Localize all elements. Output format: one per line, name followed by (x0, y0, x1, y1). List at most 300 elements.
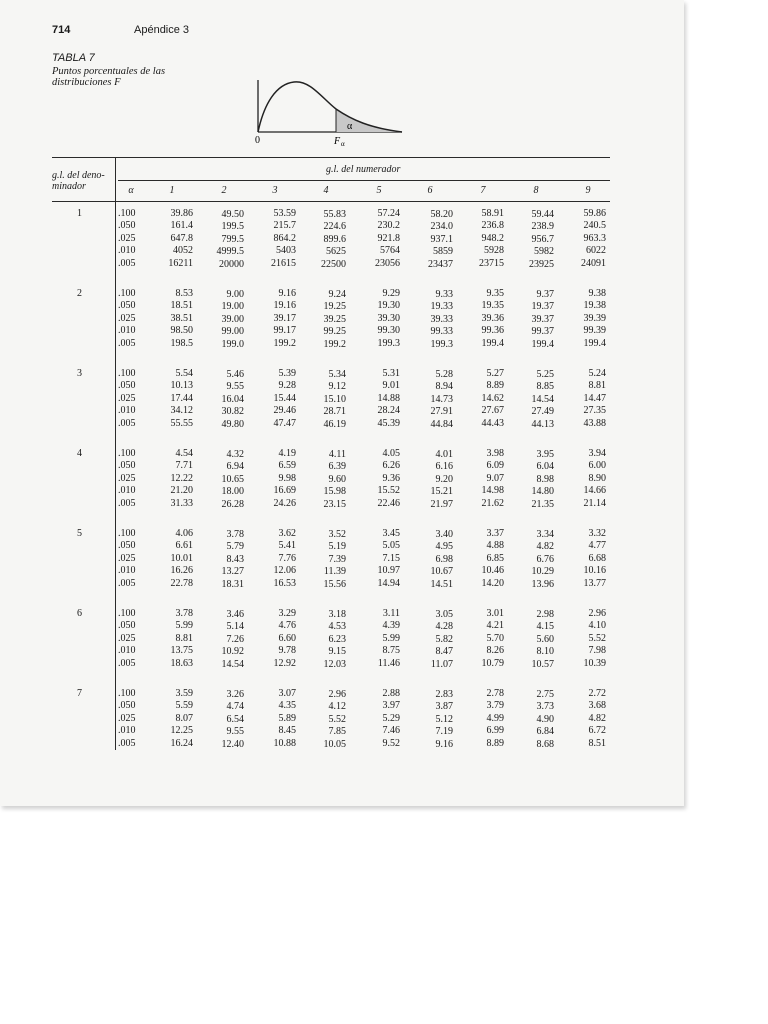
column-header: 4 (323, 185, 329, 196)
table-cell: 59.86 (583, 208, 606, 219)
alpha-value: .005 (118, 577, 136, 589)
alpha-value: .005 (118, 737, 136, 749)
table-cell: 3.87 (435, 701, 453, 713)
table-cell: 47.47 (273, 417, 296, 429)
table-cell: 5.89 (278, 712, 296, 724)
table-cell: 3.40 (435, 529, 453, 540)
table-cell: 22500 (321, 258, 346, 270)
table-cell: 3.18 (328, 609, 346, 620)
table-cell: 13.27 (221, 566, 244, 578)
table-header-rule (52, 201, 610, 202)
table-cell: 8.90 (588, 472, 606, 484)
table-cell: 8.43 (226, 553, 244, 565)
table-cell: 6.61 (175, 540, 193, 552)
table-cell: 11.46 (377, 657, 400, 669)
table-cell: 98.50 (170, 325, 193, 337)
table-cell: 7.71 (175, 460, 193, 472)
table-cell: 24.26 (273, 497, 296, 509)
table-cell: 2.96 (588, 608, 606, 619)
table-cell: 6.85 (486, 552, 504, 564)
alpha-value: .100 (118, 448, 136, 459)
table-cell: 899.6 (323, 233, 346, 245)
table-cell: 2.75 (536, 689, 554, 700)
table-cell: 4.12 (328, 701, 346, 713)
table-cell: 9.98 (278, 472, 296, 484)
table-cell: 14.54 (221, 658, 244, 670)
table-cell: 22.78 (170, 577, 193, 589)
alpha-value: .050 (118, 300, 136, 312)
density-curve (258, 82, 402, 132)
table-cell: 6022 (586, 245, 606, 257)
denominator-label: g.l. del deno-minador (52, 170, 105, 192)
numerator-rule (118, 180, 610, 181)
table-cell: 10.92 (221, 646, 244, 658)
table-cell: 21.20 (170, 485, 193, 497)
table-cell: 6.00 (588, 460, 606, 472)
table-cell: 13.75 (170, 645, 193, 657)
table-cell: 9.29 (382, 288, 400, 299)
table-cell: 12.40 (221, 738, 244, 750)
table-cell: 6.68 (588, 552, 606, 564)
table-cell: 6.16 (435, 461, 453, 473)
table-cell: 3.73 (536, 701, 554, 713)
table-cell: 7.46 (382, 725, 400, 737)
table-cell: 4.35 (278, 700, 296, 712)
table-cell: 7.76 (278, 552, 296, 564)
table-cell: 6.26 (382, 460, 400, 472)
table-cell: 10.88 (273, 737, 296, 749)
table-cell: 6.99 (486, 725, 504, 737)
table-cell: 5403 (276, 245, 296, 257)
table-cell: 19.30 (377, 300, 400, 312)
df-denominator-label: 3 (77, 368, 82, 379)
table-cell: 18.63 (170, 657, 193, 669)
table-cell: 23437 (428, 258, 453, 270)
table-cell: 4.15 (536, 621, 554, 633)
table-cell: 9.35 (486, 288, 504, 299)
table-cell: 5.34 (328, 369, 346, 380)
table-cell: 44.13 (531, 418, 554, 430)
table-cell: 5764 (380, 245, 400, 257)
table-cell: 2.72 (588, 688, 606, 699)
table-cell: 28.24 (377, 405, 400, 417)
table-cell: 10.05 (323, 738, 346, 750)
table-cell: 55.83 (323, 209, 346, 220)
table-cell: 58.20 (430, 209, 453, 220)
table-cell: 8.68 (536, 738, 554, 750)
alpha-header: α (128, 185, 134, 196)
table-cell: 19.38 (583, 300, 606, 312)
table-cell: 5.46 (226, 369, 244, 380)
table-cell: 8.89 (486, 380, 504, 392)
table-cell: 8.47 (435, 646, 453, 658)
table-cell: 240.5 (583, 220, 606, 232)
table-cell: 8.81 (175, 632, 193, 644)
table-cell: 6.60 (278, 632, 296, 644)
table-cell: 4.82 (536, 541, 554, 553)
table-cell: 4.74 (226, 701, 244, 713)
table-cell: 3.98 (486, 448, 504, 459)
table-cell: 4.39 (382, 620, 400, 632)
alpha-value: .100 (118, 288, 136, 299)
table-cell: 29.46 (273, 405, 296, 417)
table-top-rule (52, 157, 610, 158)
table-cell: 23056 (375, 257, 400, 269)
table-cell: 5.79 (226, 541, 244, 553)
table-cell: 161.4 (170, 220, 193, 232)
table-cell: 6.98 (435, 553, 453, 565)
table-cell: 199.2 (273, 337, 296, 349)
column-header: 6 (427, 185, 433, 196)
table-cell: 11.07 (430, 658, 453, 670)
table-cell: 20000 (219, 258, 244, 270)
column-header: 1 (169, 185, 175, 196)
table-cell: 10.39 (583, 657, 606, 669)
alpha-value: .100 (118, 208, 136, 219)
table-cell: 6.23 (328, 633, 346, 645)
table-cell: 199.4 (531, 338, 554, 350)
table-cell: 2.96 (328, 689, 346, 700)
table-cell: 199.3 (430, 338, 453, 350)
table-cell: 215.7 (273, 220, 296, 232)
alpha-value: .050 (118, 460, 136, 472)
table-cell: 9.07 (486, 472, 504, 484)
table-cell: 46.19 (323, 418, 346, 430)
table-cell: 16.24 (170, 737, 193, 749)
table-cell: 45.39 (377, 417, 400, 429)
alpha-value: .025 (118, 392, 136, 404)
table-cell: 3.52 (328, 529, 346, 540)
table-cell: 8.53 (175, 288, 193, 299)
table-cell: 58.91 (481, 208, 504, 219)
table-cell: 22.46 (377, 497, 400, 509)
table-cell: 7.26 (226, 633, 244, 645)
table-cell: 2.98 (536, 609, 554, 620)
table-cell: 13.77 (583, 577, 606, 589)
table-cell: 9.16 (278, 288, 296, 299)
table-cell: 15.44 (273, 392, 296, 404)
table-cell: 21.97 (430, 498, 453, 510)
table-cell: 198.5 (170, 337, 193, 349)
table-cell: 34.12 (170, 405, 193, 417)
table-cell: 4.77 (588, 540, 606, 552)
table-cell: 2.78 (486, 688, 504, 699)
table-cell: 99.17 (273, 325, 296, 337)
alpha-value: .010 (118, 245, 136, 257)
table-cell: 14.80 (531, 486, 554, 498)
table-cell: 10.16 (583, 565, 606, 577)
table-cell: 3.79 (486, 700, 504, 712)
alpha-value: .050 (118, 620, 136, 632)
table-cell: 6.54 (226, 713, 244, 725)
table-cell: 5.19 (328, 541, 346, 553)
table-cell: 4.01 (435, 449, 453, 460)
table-cell: 5982 (534, 246, 554, 258)
table-cell: 99.39 (583, 325, 606, 337)
table-cell: 24091 (581, 257, 606, 269)
numerator-label: g.l. del numerador (326, 164, 401, 175)
table-cell: 39.30 (377, 312, 400, 324)
table-cell: 14.98 (481, 485, 504, 497)
table-cell: 14.20 (481, 577, 504, 589)
table-cell: 963.3 (583, 232, 606, 244)
table-cell: 6.04 (536, 461, 554, 473)
table-cell: 57.24 (377, 208, 400, 219)
table-cell: 14.88 (377, 392, 400, 404)
table-cell: 19.37 (531, 301, 554, 313)
alpha-value: .025 (118, 472, 136, 484)
table-cell: 8.98 (536, 473, 554, 485)
table-cell: 8.85 (536, 381, 554, 393)
table-cell: 3.78 (175, 608, 193, 619)
table-cell: 12.22 (170, 472, 193, 484)
table-cell: 236.8 (481, 220, 504, 232)
table-cell: 6.09 (486, 460, 504, 472)
table-cell: 8.51 (588, 737, 606, 749)
table-cell: 799.5 (221, 233, 244, 245)
table-cell: 27.49 (531, 406, 554, 418)
table-cell: 5.12 (435, 713, 453, 725)
table-cell: 15.10 (323, 393, 346, 405)
table-cell: 7.15 (382, 552, 400, 564)
table-cell: 6.76 (536, 553, 554, 565)
table-cell: 19.35 (481, 300, 504, 312)
table-cell: 5.28 (435, 369, 453, 380)
table-cell: 3.62 (278, 528, 296, 539)
table-cell: 18.00 (221, 486, 244, 498)
table-cell: 199.5 (221, 221, 244, 233)
alpha-tail-area (336, 109, 402, 132)
table-cell: 21615 (271, 257, 296, 269)
table-cell: 18.31 (221, 578, 244, 590)
alpha-value: .025 (118, 552, 136, 564)
column-header: 9 (585, 185, 591, 196)
table-cell: 99.30 (377, 325, 400, 337)
alpha-value: .100 (118, 688, 136, 699)
table-cell: 10.97 (377, 565, 400, 577)
table-cell: 13.96 (531, 578, 554, 590)
table-cell: 3.32 (588, 528, 606, 539)
table-cell: 14.66 (583, 485, 606, 497)
df-denominator-label: 7 (77, 688, 82, 699)
column-header: 2 (221, 185, 227, 196)
table-cell: 9.28 (278, 380, 296, 392)
table-cell: 4.95 (435, 541, 453, 553)
table-cell: 647.8 (170, 232, 193, 244)
table-cell: 12.92 (273, 657, 296, 669)
table-cell: 26.28 (221, 498, 244, 510)
table-cell: 3.45 (382, 528, 400, 539)
table-cell: 5859 (433, 246, 453, 258)
column-header: 3 (272, 185, 278, 196)
table-cell: 5.52 (328, 713, 346, 725)
table-cell: 3.11 (382, 608, 400, 619)
table-cell: 3.59 (175, 688, 193, 699)
table-cell: 5625 (326, 246, 346, 258)
table-cell: 199.2 (323, 338, 346, 350)
table-cell: 12.06 (273, 565, 296, 577)
table-cell: 5.31 (382, 368, 400, 379)
table-cell: 199.0 (221, 338, 244, 350)
alpha-value: .010 (118, 325, 136, 337)
alpha-value: .005 (118, 337, 136, 349)
alpha-value: .010 (118, 725, 136, 737)
table-cell: 7.19 (435, 726, 453, 738)
table-cell: 27.67 (481, 405, 504, 417)
table-cell: 234.0 (430, 221, 453, 233)
table-cell: 10.79 (481, 657, 504, 669)
table-cell: 6.94 (226, 461, 244, 473)
table-cell: 5.60 (536, 633, 554, 645)
table-cell: 43.88 (583, 417, 606, 429)
table-cell: 3.01 (486, 608, 504, 619)
table-cell: 5.39 (278, 368, 296, 379)
table-cell: 39.33 (430, 313, 453, 325)
table-cell: 2.83 (435, 689, 453, 700)
table-cell: 3.37 (486, 528, 504, 539)
table-cell: 28.71 (323, 406, 346, 418)
table-cell: 39.37 (531, 313, 554, 325)
table-cell: 59.44 (531, 209, 554, 220)
table-cell: 38.51 (170, 312, 193, 324)
table-cell: 99.33 (430, 326, 453, 338)
table-cell: 9.16 (435, 738, 453, 750)
table-cell: 16.53 (273, 577, 296, 589)
table-cell: 14.54 (531, 393, 554, 405)
table-cell: 15.56 (323, 578, 346, 590)
alpha-label: α (347, 121, 353, 132)
table-cell: 4.21 (486, 620, 504, 632)
table-cell: 4.06 (175, 528, 193, 539)
table-cell: 16.69 (273, 485, 296, 497)
table-cell: 9.00 (226, 289, 244, 300)
table-cell: 3.34 (536, 529, 554, 540)
table-cell: 199.4 (481, 337, 504, 349)
table-cell: 7.85 (328, 726, 346, 738)
table-cell: 19.16 (273, 300, 296, 312)
table-cell: 10.13 (170, 380, 193, 392)
table-cell: 10.57 (531, 658, 554, 670)
table-cell: 15.98 (323, 486, 346, 498)
table-cell: 864.2 (273, 232, 296, 244)
table-cell: 10.46 (481, 565, 504, 577)
table-cell: 55.55 (170, 417, 193, 429)
table-cell: 39.25 (323, 313, 346, 325)
table-cell: 6.72 (588, 725, 606, 737)
table-cell: 30.82 (221, 406, 244, 418)
f-label: F (334, 136, 341, 147)
table-cell: 14.73 (430, 393, 453, 405)
table-cell: 8.26 (486, 645, 504, 657)
table-cell: 956.7 (531, 233, 554, 245)
table-cell: 4.99 (486, 712, 504, 724)
table-cell: 99.25 (323, 326, 346, 338)
table-cell: 10.67 (430, 566, 453, 578)
table-cell: 3.26 (226, 689, 244, 700)
column-header: 8 (533, 185, 539, 196)
table-cell: 31.33 (170, 497, 193, 509)
table-cell: 16.26 (170, 565, 193, 577)
table-cell: 3.29 (278, 608, 296, 619)
table-cell: 8.45 (278, 725, 296, 737)
table-cell: 3.78 (226, 529, 244, 540)
table-cell: 39.86 (170, 208, 193, 219)
alpha-value: .050 (118, 220, 136, 232)
table-cell: 5.99 (382, 632, 400, 644)
table-cell: 14.94 (377, 577, 400, 589)
table-cell: 4052 (173, 245, 193, 257)
page-header: Apéndice 3 (134, 24, 190, 36)
df-denominator-label: 1 (77, 208, 82, 219)
table-cell: 8.07 (175, 712, 193, 724)
table-cell: 10.65 (221, 473, 244, 485)
table-cell: 5.82 (435, 633, 453, 645)
table-cell: 4.28 (435, 621, 453, 633)
table-divider (115, 157, 116, 750)
alpha-value: .010 (118, 405, 136, 417)
alpha-value: .005 (118, 497, 136, 509)
alpha-value: .100 (118, 368, 136, 379)
table-cell: 9.37 (536, 289, 554, 300)
table-cell: 23925 (529, 258, 554, 270)
table-cell: 9.60 (328, 473, 346, 485)
df-denominator-label: 6 (77, 608, 82, 619)
table-cell: 8.10 (536, 646, 554, 658)
table-cell: 9.78 (278, 645, 296, 657)
table-cell: 9.36 (382, 472, 400, 484)
column-header: 7 (480, 185, 486, 196)
table-cell: 18.51 (170, 300, 193, 312)
table-cell: 5.25 (536, 369, 554, 380)
table-cell: 39.00 (221, 313, 244, 325)
table-cell: 3.94 (588, 448, 606, 459)
alpha-value: .025 (118, 712, 136, 724)
table-cell: 6.84 (536, 726, 554, 738)
table-cell: 6.39 (328, 461, 346, 473)
table-cell: 199.4 (583, 337, 606, 349)
f-distribution-figure (252, 76, 412, 148)
table-cell: 921.8 (377, 232, 400, 244)
table-cell: 16.04 (221, 393, 244, 405)
table-cell: 238.9 (531, 221, 554, 233)
alpha-value: .050 (118, 700, 136, 712)
table-cell: 4.32 (226, 449, 244, 460)
table-cell: 224.6 (323, 221, 346, 233)
table-cell: 9.55 (226, 381, 244, 393)
table-cell: 3.97 (382, 700, 400, 712)
table-cell: 4999.5 (216, 246, 244, 258)
table-cell: 7.98 (588, 645, 606, 657)
df-denominator-label: 5 (77, 528, 82, 539)
table-cell: 4.88 (486, 540, 504, 552)
origin-label: 0 (255, 135, 260, 146)
table-cell: 5928 (484, 245, 504, 257)
f-subscript: α (341, 140, 345, 148)
table-cell: 4.54 (175, 448, 193, 459)
table-cell: 4.53 (328, 621, 346, 633)
table-cell: 3.07 (278, 688, 296, 699)
alpha-value: .005 (118, 257, 136, 269)
alpha-value: .100 (118, 528, 136, 539)
table-cell: 27.91 (430, 406, 453, 418)
table-cell: 5.70 (486, 632, 504, 644)
table-cell: 99.00 (221, 326, 244, 338)
table-cell: 12.03 (323, 658, 346, 670)
table-cell: 4.11 (328, 449, 346, 460)
alpha-value: .025 (118, 312, 136, 324)
table-cell: 5.52 (588, 632, 606, 644)
df-denominator-label: 4 (77, 448, 82, 459)
